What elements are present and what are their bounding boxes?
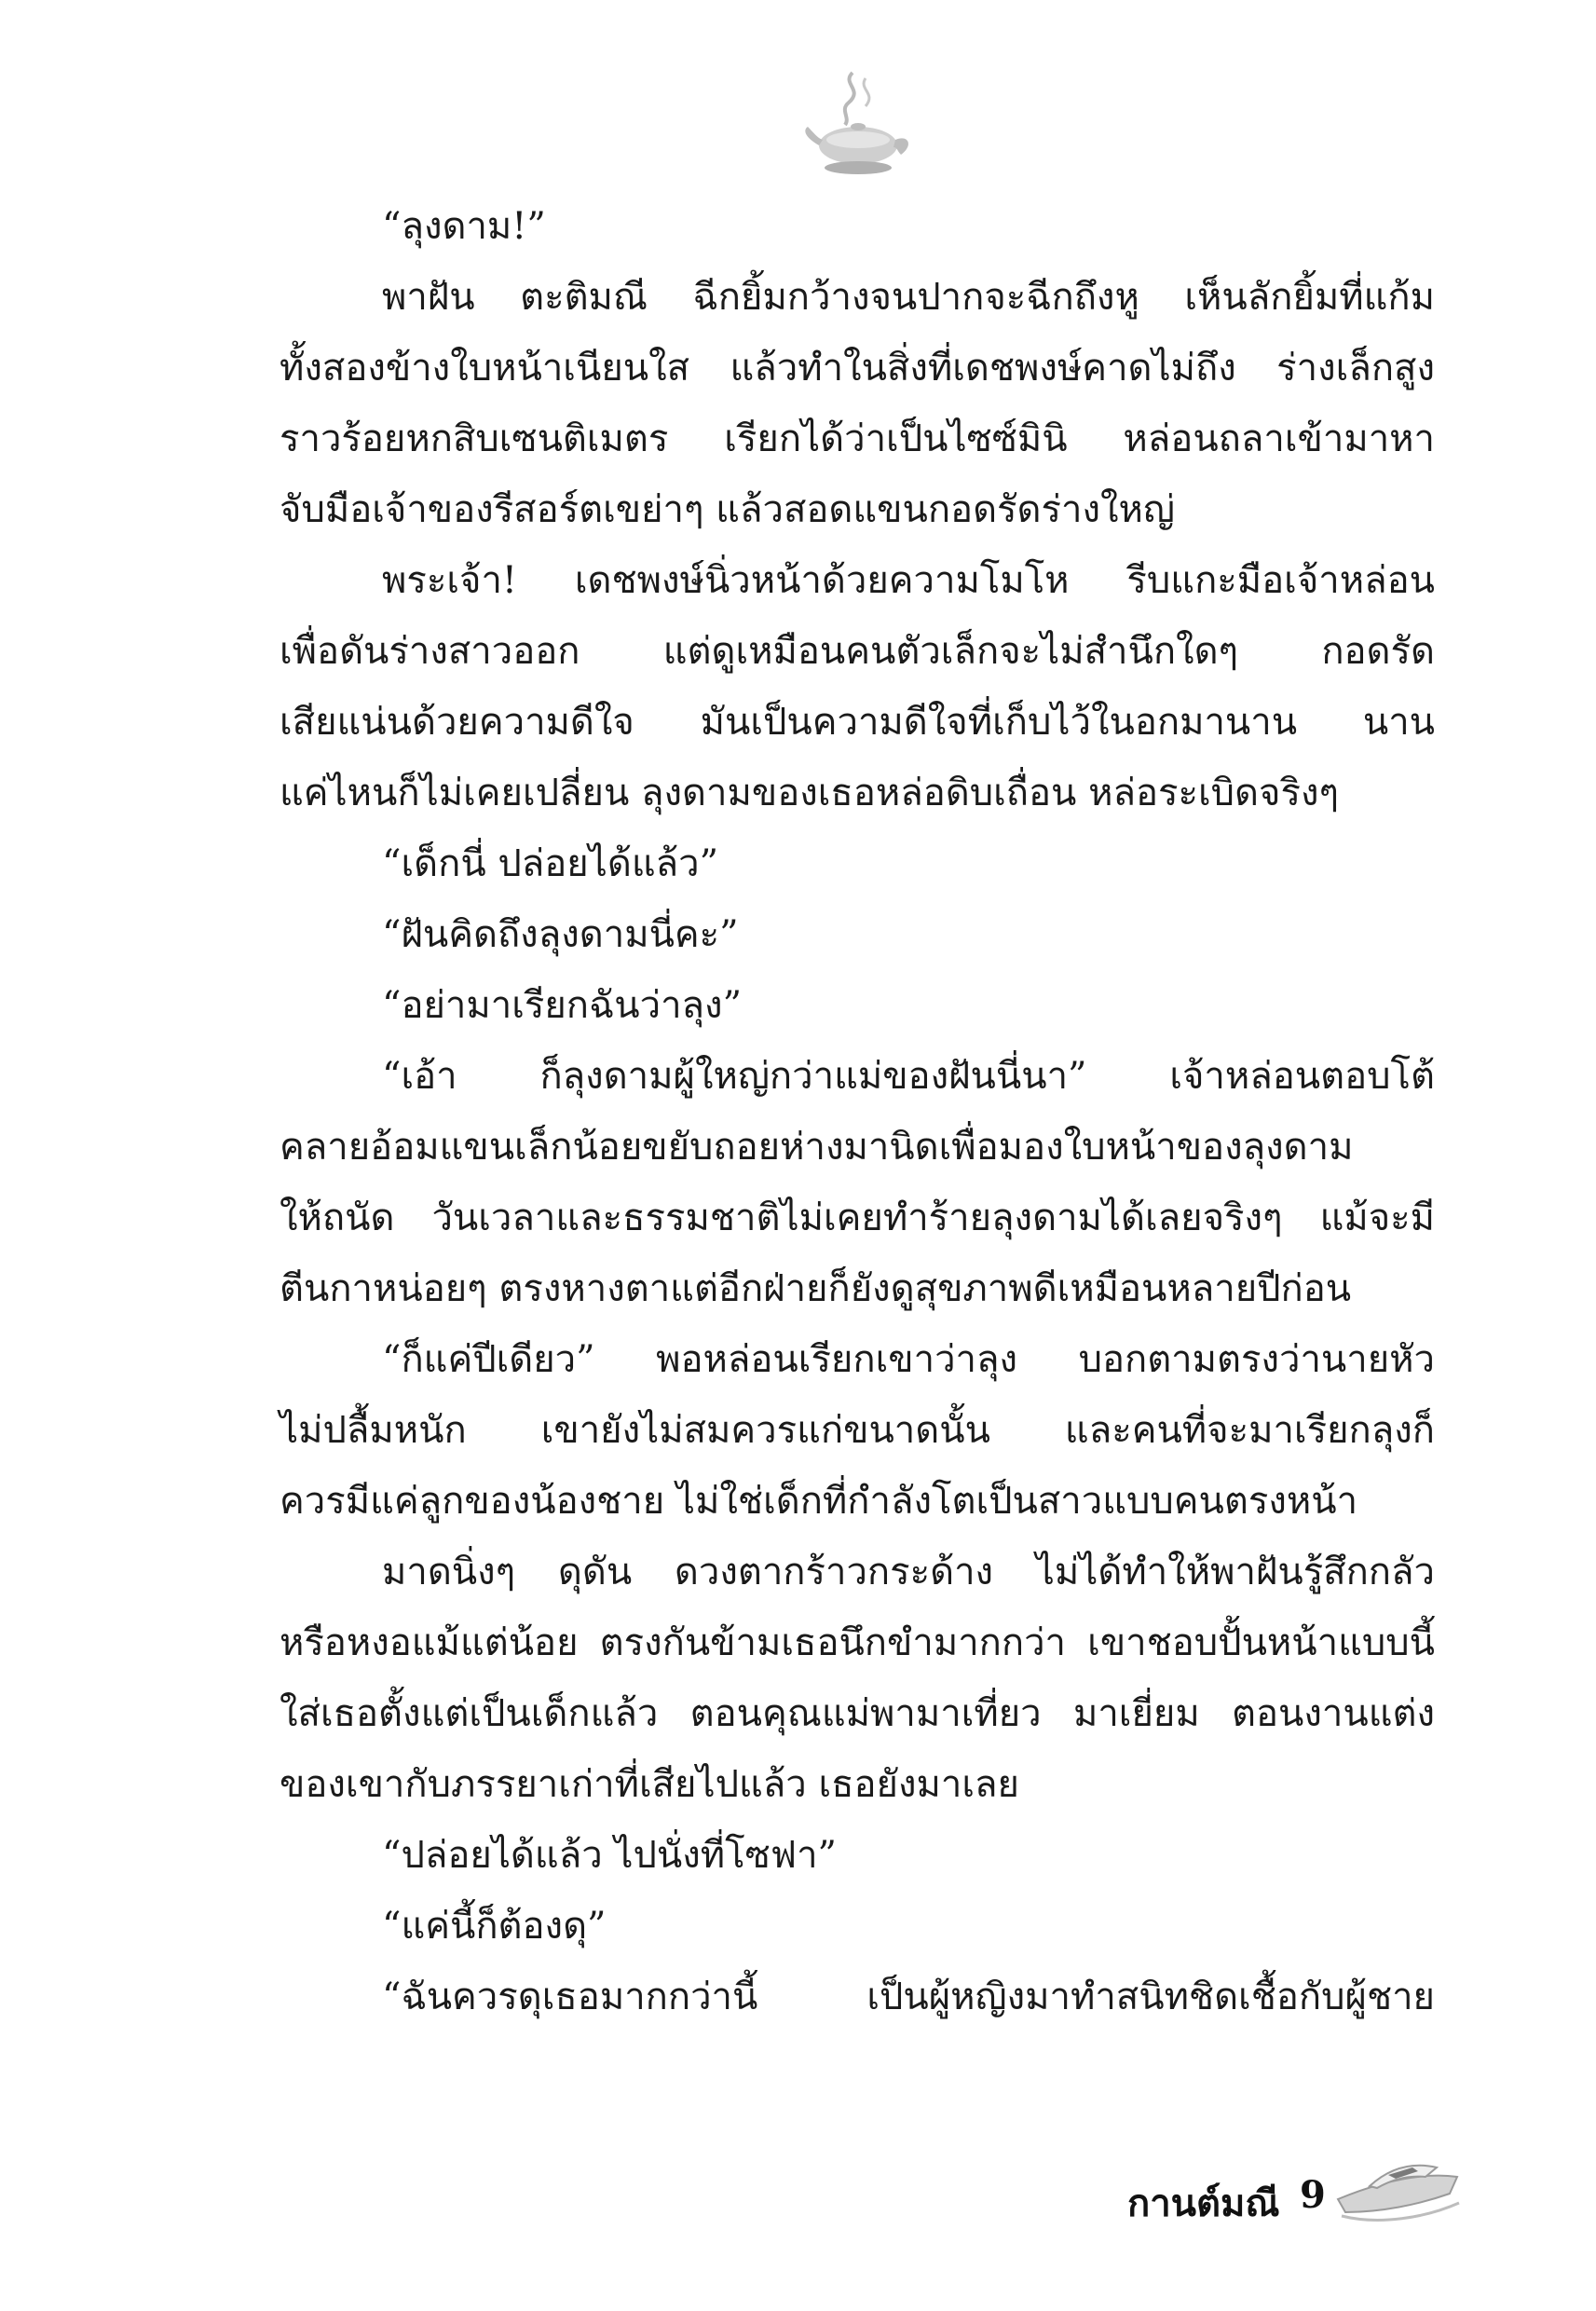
- paragraph-line: หรือหงอแม้แต่น้อย ตรงกันข้ามเธอนึกขำมากกว่า เขาชอบปั้นหน้าแบบนี้: [280, 1621, 1435, 1664]
- paragraph-line: ไม่ปลื้มหนัก เขายังไม่สมควรแก่ขนาดนั้น และคนที่จะมาเรียกลุงก็: [280, 1409, 1435, 1452]
- paragraph-line: “ฉันควรดุเธอมากกว่านี้ เป็นผู้หญิงมาทำสนิทชิดเชื้อกับผู้ชาย: [382, 1976, 1435, 2018]
- page-number: 9: [1300, 2173, 1326, 2217]
- paragraph-line: พาฝัน ตะติมณี ฉีกยิ้มกว้างจนปากจะฉีกถึงหู เห็นลักยิ้มที่แก้ม: [382, 276, 1435, 319]
- paragraph-line: ทั้งสองข้างใบหน้าเนียนใส แล้วทำในสิ่งที่เดชพงษ์คาดไม่ถึง ร่างเล็กสูง: [280, 347, 1435, 390]
- paragraph-line: ราวร้อยหกสิบเซนติเมตร เรียกได้ว่าเป็นไซซ์มินิ หล่อนถลาเข้ามาหา: [280, 417, 1435, 460]
- dialogue-line: “เด็กนี่ ปล่อยได้แล้ว”: [382, 842, 719, 885]
- paragraph-line: เพื่อดันร่างสาวออก แต่ดูเหมือนคนตัวเล็กจะไม่สำนึกใดๆ กอดรัด: [280, 630, 1435, 673]
- author-name: กานต์มณี: [1127, 2181, 1280, 2225]
- paragraph-line: ควรมีแค่ลูกของน้องชาย ไม่ใช่เด็กที่กำลังโตเป็นสาวแบบคนตรงหน้า: [280, 1480, 1358, 1523]
- paragraph-line: เสียแน่นด้วยความดีใจ มันเป็นความดีใจที่เก็บไว้ในอกมานาน นาน: [280, 701, 1435, 744]
- paragraph-line: คลายอ้อมแขนเล็กน้อยขยับถอยห่างมานิดเพื่อมองใบหน้าของลุงดาม: [280, 1126, 1354, 1169]
- dialogue-line: “ปล่อยได้แล้ว ไปนั่งที่โซฟา”: [382, 1834, 837, 1877]
- paragraph-line: พระเจ้า! เดชพงษ์นิ่วหน้าด้วยความโมโห รีบแกะมือเจ้าหล่อน: [382, 559, 1435, 602]
- paragraph-line: ใส่เธอตั้งแต่เป็นเด็กแล้ว ตอนคุณแม่พามาเที่ยว มาเยี่ยม ตอนงานแต่ง: [280, 1692, 1435, 1735]
- paragraph-line: จับมือเจ้าของรีสอร์ตเขย่าๆ แล้วสอดแขนกอดรัดร่างใหญ่: [280, 488, 1175, 531]
- paragraph-line: ของเขากับภรรยาเก่าที่เสียไปแล้ว เธอยังมาเลย: [280, 1763, 1019, 1806]
- paragraph-line: ให้ถนัด วันเวลาและธรรมชาติไม่เคยทำร้ายลุงดามได้เลยจริงๆ แม้จะมี: [280, 1197, 1435, 1239]
- dialogue-line: “แค่นี้ก็ต้องดุ”: [382, 1905, 607, 1948]
- speedboat-icon: [1332, 2134, 1463, 2236]
- dialogue-line: “ฝันคิดถึงลุงดามนี่คะ”: [382, 913, 739, 956]
- paragraph-line: แค่ไหนก็ไม่เคยเปลี่ยน ลุงดามของเธอหล่อดิบเถื่อน หล่อระเบิดจริงๆ: [280, 772, 1339, 814]
- paragraph-line: ตีนกาหน่อยๆ ตรงหางตาแต่อีกฝ่ายก็ยังดูสุขภาพดีเหมือนหลายปีก่อน: [280, 1267, 1352, 1310]
- dialogue-line: “อย่ามาเรียกฉันว่าลุง”: [382, 984, 743, 1027]
- teapot-ornament-icon: [797, 65, 918, 186]
- body-text: [280, 191, 1435, 2032]
- page-footer: [1071, 2134, 1463, 2246]
- paragraph-line: มาดนิ่งๆ ดุดัน ดวงตากร้าวกระด้าง ไม่ได้ทำให้พาฝันรู้สึกกลัว: [382, 1551, 1435, 1593]
- paragraph-line: “ก็แค่ปีเดียว” พอหล่อนเรียกเขาว่าลุง บอกตามตรงว่านายหัว: [382, 1338, 1435, 1381]
- dialogue-line: “ลุงดาม!”: [382, 205, 546, 248]
- paragraph-line: “เอ้า ก็ลุงดามผู้ใหญ่กว่าแม่ของฝันนี่นา” เจ้าหล่อนตอบโต้: [382, 1055, 1435, 1098]
